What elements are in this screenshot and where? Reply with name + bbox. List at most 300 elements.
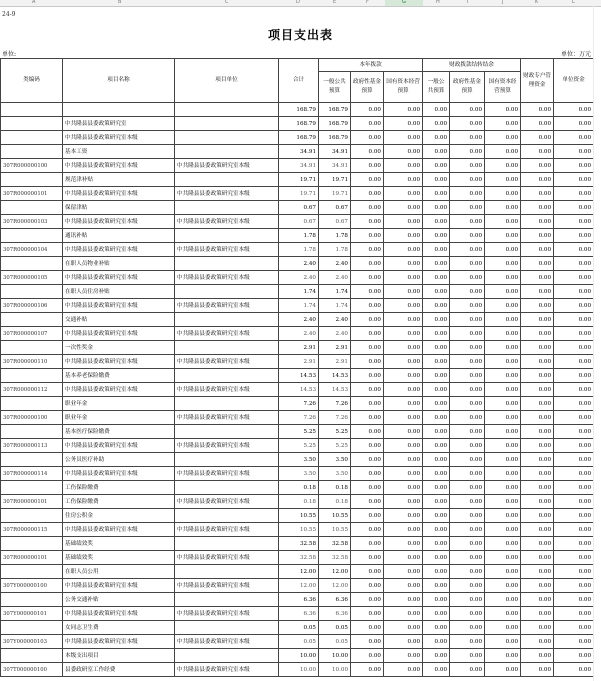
cell-amount[interactable]: 0.00 xyxy=(521,187,554,201)
cell-project-name[interactable]: 中共隆县县委政策研究室本级 xyxy=(63,439,175,453)
cell-project-name[interactable]: 中共隆县县委政策研究室本级 xyxy=(63,579,175,593)
cell-project-name[interactable]: 女同志卫生费 xyxy=(63,621,175,635)
cell-amount[interactable]: 0.00 xyxy=(384,271,423,285)
cell-amount[interactable]: 0.00 xyxy=(485,467,521,481)
cell-project-name[interactable]: 中共隆县县委政策研究室本级 xyxy=(63,327,175,341)
table-row[interactable] xyxy=(1,495,594,509)
cell-amount[interactable]: 0.00 xyxy=(485,271,521,285)
cell-project-name[interactable]: 基础绩效奖 xyxy=(63,551,175,565)
cell-project-name[interactable]: 住房公积金 xyxy=(63,509,175,523)
cell-project-unit[interactable] xyxy=(175,131,279,145)
cell-amount[interactable]: 0.00 xyxy=(351,467,384,481)
column-letter[interactable]: D xyxy=(296,0,300,5)
cell-amount[interactable]: 0.00 xyxy=(423,341,450,355)
cell-amount[interactable]: 168.79 xyxy=(279,117,319,131)
table-row[interactable] xyxy=(1,537,594,551)
cell-project-name[interactable]: 保留津贴 xyxy=(63,201,175,215)
cell-amount[interactable]: 14.53 xyxy=(279,383,319,397)
cell-amount[interactable]: 0.00 xyxy=(351,607,384,621)
cell-amount[interactable]: 0.00 xyxy=(485,551,521,565)
cell-amount[interactable]: 0.00 xyxy=(351,341,384,355)
cell-project-name[interactable]: 通讯补贴 xyxy=(63,229,175,243)
cell-amount[interactable]: 0.00 xyxy=(351,383,384,397)
cell-amount[interactable]: 2.40 xyxy=(319,271,351,285)
cell-amount[interactable]: 0.00 xyxy=(423,215,450,229)
cell-code[interactable] xyxy=(1,285,63,299)
cell-code[interactable] xyxy=(1,509,63,523)
cell-amount[interactable]: 0.00 xyxy=(554,271,594,285)
cell-amount[interactable]: 0.00 xyxy=(485,285,521,299)
cell-amount[interactable]: 0.00 xyxy=(521,607,554,621)
cell-amount[interactable]: 0.00 xyxy=(450,313,485,327)
cell-project-unit[interactable] xyxy=(175,201,279,215)
table-row[interactable] xyxy=(1,593,594,607)
table-row[interactable] xyxy=(1,439,594,453)
cell-amount[interactable]: 0.00 xyxy=(423,649,450,663)
cell-amount[interactable]: 0.00 xyxy=(450,565,485,579)
cell-project-name[interactable]: 中共隆县县委政策研究室本级 xyxy=(63,215,175,229)
cell-project-unit[interactable] xyxy=(175,509,279,523)
cell-amount[interactable]: 0.00 xyxy=(485,341,521,355)
column-letter[interactable]: F xyxy=(366,0,369,5)
table-row[interactable] xyxy=(1,159,594,173)
cell-amount[interactable]: 10.00 xyxy=(279,649,319,663)
cell-amount[interactable]: 0.05 xyxy=(319,635,351,649)
cell-amount[interactable]: 0.00 xyxy=(450,201,485,215)
cell-amount[interactable]: 0.00 xyxy=(554,215,594,229)
cell-amount[interactable]: 0.00 xyxy=(521,327,554,341)
cell-amount[interactable]: 5.25 xyxy=(279,439,319,453)
cell-amount[interactable]: 0.00 xyxy=(521,453,554,467)
cell-amount[interactable]: 0.00 xyxy=(384,313,423,327)
cell-project-name[interactable]: 职业年金 xyxy=(63,411,175,425)
cell-amount[interactable]: 10.55 xyxy=(279,509,319,523)
cell-amount[interactable]: 0.00 xyxy=(521,593,554,607)
cell-amount[interactable]: 0.67 xyxy=(319,215,351,229)
table-row[interactable] xyxy=(1,649,594,663)
cell-amount[interactable]: 0.00 xyxy=(450,509,485,523)
table-row[interactable] xyxy=(1,229,594,243)
cell-code[interactable] xyxy=(1,313,63,327)
cell-amount[interactable]: 0.00 xyxy=(521,271,554,285)
cell-amount[interactable]: 0.00 xyxy=(554,453,594,467)
cell-project-name[interactable]: 县委政研室工作经费 xyxy=(63,663,175,677)
cell-amount[interactable]: 0.00 xyxy=(351,173,384,187)
cell-amount[interactable]: 168.79 xyxy=(319,131,351,145)
cell-amount[interactable]: 14.53 xyxy=(279,369,319,383)
cell-code[interactable]: 307R000000114 xyxy=(1,467,63,481)
cell-project-unit[interactable]: 中共隆县县委政策研究室本级 xyxy=(175,607,279,621)
cell-project-name[interactable]: 中共隆县县委政策研究室本级 xyxy=(63,243,175,257)
cell-code[interactable] xyxy=(1,649,63,663)
cell-amount[interactable]: 0.00 xyxy=(423,355,450,369)
cell-amount[interactable]: 2.40 xyxy=(279,257,319,271)
cell-project-name[interactable]: 本级支出项目 xyxy=(63,649,175,663)
cell-amount[interactable]: 34.91 xyxy=(319,145,351,159)
cell-amount[interactable]: 0.00 xyxy=(450,131,485,145)
cell-amount[interactable]: 0.00 xyxy=(554,103,594,117)
cell-project-name[interactable]: 公务员医疗补助 xyxy=(63,453,175,467)
cell-amount[interactable]: 0.00 xyxy=(554,411,594,425)
cell-amount[interactable]: 0.00 xyxy=(384,663,423,677)
cell-amount[interactable]: 0.00 xyxy=(423,509,450,523)
cell-amount[interactable]: 0.00 xyxy=(423,579,450,593)
cell-amount[interactable]: 0.00 xyxy=(485,593,521,607)
cell-amount[interactable]: 0.00 xyxy=(485,299,521,313)
cell-amount[interactable]: 0.00 xyxy=(351,439,384,453)
cell-amount[interactable]: 0.00 xyxy=(554,341,594,355)
cell-code[interactable] xyxy=(1,369,63,383)
cell-amount[interactable]: 0.67 xyxy=(279,201,319,215)
table-row[interactable] xyxy=(1,453,594,467)
cell-amount[interactable]: 0.00 xyxy=(384,215,423,229)
cell-amount[interactable]: 0.00 xyxy=(554,467,594,481)
cell-amount[interactable]: 0.00 xyxy=(423,243,450,257)
cell-project-unit[interactable] xyxy=(175,621,279,635)
table-row[interactable] xyxy=(1,103,594,117)
cell-amount[interactable]: 0.00 xyxy=(450,495,485,509)
cell-amount[interactable]: 0.00 xyxy=(521,299,554,313)
cell-amount[interactable]: 0.00 xyxy=(485,425,521,439)
table-row[interactable] xyxy=(1,327,594,341)
cell-amount[interactable]: 0.00 xyxy=(521,355,554,369)
cell-amount[interactable]: 0.00 xyxy=(384,159,423,173)
table-row[interactable] xyxy=(1,509,594,523)
table-row[interactable] xyxy=(1,663,594,677)
cell-amount[interactable]: 0.00 xyxy=(521,159,554,173)
cell-amount[interactable]: 0.00 xyxy=(554,187,594,201)
cell-amount[interactable]: 0.00 xyxy=(485,397,521,411)
cell-project-name[interactable]: 公务交通补贴 xyxy=(63,593,175,607)
cell-code[interactable]: 307Y000000101 xyxy=(1,607,63,621)
cell-amount[interactable]: 0.00 xyxy=(423,593,450,607)
cell-project-name[interactable]: 中共隆县县委政策研究室本级 xyxy=(63,159,175,173)
cell-amount[interactable]: 0.00 xyxy=(384,327,423,341)
cell-amount[interactable]: 0.00 xyxy=(450,607,485,621)
cell-amount[interactable]: 0.00 xyxy=(384,187,423,201)
cell-amount[interactable]: 0.00 xyxy=(351,663,384,677)
cell-project-name[interactable]: 中共隆县县委政策研究室本级 xyxy=(63,355,175,369)
cell-amount[interactable]: 0.00 xyxy=(554,145,594,159)
cell-amount[interactable]: 0.18 xyxy=(319,481,351,495)
cell-amount[interactable]: 0.00 xyxy=(450,355,485,369)
cell-amount[interactable]: 2.40 xyxy=(319,257,351,271)
cell-amount[interactable]: 10.55 xyxy=(279,523,319,537)
cell-code[interactable] xyxy=(1,341,63,355)
cell-amount[interactable]: 0.00 xyxy=(554,229,594,243)
cell-amount[interactable]: 0.00 xyxy=(384,383,423,397)
cell-amount[interactable]: 0.00 xyxy=(521,551,554,565)
cell-amount[interactable]: 0.00 xyxy=(384,579,423,593)
cell-project-name[interactable]: 职业年金 xyxy=(63,397,175,411)
cell-amount[interactable]: 0.00 xyxy=(485,509,521,523)
cell-code[interactable]: 307R000000107 xyxy=(1,327,63,341)
cell-project-unit[interactable]: 中共隆县县委政策研究室本级 xyxy=(175,635,279,649)
cell-amount[interactable]: 0.00 xyxy=(384,425,423,439)
cell-amount[interactable]: 32.58 xyxy=(319,537,351,551)
cell-amount[interactable]: 0.00 xyxy=(384,453,423,467)
cell-project-unit[interactable]: 中共隆县县委政策研究室本级 xyxy=(175,523,279,537)
cell-amount[interactable]: 0.00 xyxy=(485,327,521,341)
cell-amount[interactable]: 0.00 xyxy=(423,453,450,467)
cell-code[interactable] xyxy=(1,229,63,243)
cell-amount[interactable]: 0.00 xyxy=(485,131,521,145)
cell-amount[interactable]: 0.00 xyxy=(423,635,450,649)
cell-code[interactable]: 307R000000100 xyxy=(1,411,63,425)
cell-amount[interactable]: 2.91 xyxy=(279,341,319,355)
cell-code[interactable] xyxy=(1,621,63,635)
cell-amount[interactable]: 0.00 xyxy=(384,299,423,313)
cell-amount[interactable]: 0.00 xyxy=(554,117,594,131)
cell-amount[interactable]: 0.00 xyxy=(554,523,594,537)
cell-amount[interactable]: 0.67 xyxy=(279,215,319,229)
cell-project-unit[interactable]: 中共隆县县委政策研究室本级 xyxy=(175,383,279,397)
cell-amount[interactable]: 0.00 xyxy=(423,537,450,551)
cell-amount[interactable]: 0.00 xyxy=(450,537,485,551)
cell-amount[interactable]: 0.00 xyxy=(351,229,384,243)
cell-amount[interactable]: 0.00 xyxy=(485,201,521,215)
cell-amount[interactable]: 0.00 xyxy=(485,663,521,677)
cell-code[interactable]: 307R000000112 xyxy=(1,383,63,397)
cell-amount[interactable]: 0.00 xyxy=(351,481,384,495)
cell-amount[interactable]: 0.00 xyxy=(485,257,521,271)
cell-amount[interactable]: 0.00 xyxy=(521,509,554,523)
cell-amount[interactable]: 0.00 xyxy=(450,173,485,187)
cell-code[interactable]: 307R000000105 xyxy=(1,271,63,285)
cell-amount[interactable]: 0.00 xyxy=(521,173,554,187)
table-row[interactable] xyxy=(1,243,594,257)
cell-amount[interactable]: 0.00 xyxy=(450,649,485,663)
cell-project-unit[interactable] xyxy=(175,425,279,439)
cell-amount[interactable]: 0.00 xyxy=(351,369,384,383)
cell-amount[interactable]: 5.25 xyxy=(279,425,319,439)
cell-amount[interactable]: 0.00 xyxy=(450,341,485,355)
cell-amount[interactable]: 0.00 xyxy=(384,551,423,565)
cell-amount[interactable]: 0.00 xyxy=(450,215,485,229)
cell-amount[interactable]: 0.00 xyxy=(554,579,594,593)
cell-amount[interactable]: 0.00 xyxy=(450,369,485,383)
cell-project-name[interactable]: 中共隆县县委政策研究室本级 xyxy=(63,299,175,313)
cell-project-name[interactable]: 规范津补贴 xyxy=(63,173,175,187)
cell-amount[interactable]: 0.00 xyxy=(485,579,521,593)
cell-amount[interactable]: 12.00 xyxy=(279,579,319,593)
cell-amount[interactable]: 10.55 xyxy=(319,523,351,537)
cell-amount[interactable]: 0.00 xyxy=(450,523,485,537)
cell-amount[interactable]: 0.00 xyxy=(450,635,485,649)
cell-amount[interactable]: 0.00 xyxy=(485,187,521,201)
cell-amount[interactable]: 6.36 xyxy=(279,607,319,621)
cell-amount[interactable]: 0.00 xyxy=(554,425,594,439)
cell-amount[interactable]: 0.00 xyxy=(521,103,554,117)
cell-amount[interactable]: 0.00 xyxy=(384,341,423,355)
cell-amount[interactable]: 0.00 xyxy=(384,649,423,663)
cell-project-unit[interactable]: 中共隆县县委政策研究室本级 xyxy=(175,243,279,257)
cell-code[interactable] xyxy=(1,131,63,145)
cell-project-name[interactable]: 中共隆县县委政策研究室本级 xyxy=(63,271,175,285)
cell-amount[interactable]: 0.00 xyxy=(521,537,554,551)
cell-project-name[interactable]: 中共隆县县委政策研究室 xyxy=(63,117,175,131)
cell-amount[interactable]: 2.40 xyxy=(279,327,319,341)
cell-amount[interactable]: 0.18 xyxy=(319,495,351,509)
cell-amount[interactable]: 0.00 xyxy=(521,229,554,243)
cell-amount[interactable]: 0.00 xyxy=(351,635,384,649)
cell-code[interactable]: 307T000000100 xyxy=(1,663,63,677)
cell-amount[interactable]: 0.18 xyxy=(279,495,319,509)
cell-project-unit[interactable] xyxy=(175,341,279,355)
cell-code[interactable] xyxy=(1,103,63,117)
cell-project-unit[interactable]: 中共隆县县委政策研究室本级 xyxy=(175,271,279,285)
cell-amount[interactable]: 0.00 xyxy=(351,411,384,425)
cell-code[interactable] xyxy=(1,481,63,495)
cell-amount[interactable]: 0.00 xyxy=(384,369,423,383)
cell-amount[interactable]: 0.00 xyxy=(554,509,594,523)
cell-amount[interactable]: 0.00 xyxy=(554,635,594,649)
cell-amount[interactable]: 10.00 xyxy=(279,663,319,677)
cell-code[interactable] xyxy=(1,425,63,439)
cell-amount[interactable]: 0.18 xyxy=(279,481,319,495)
cell-amount[interactable]: 10.00 xyxy=(319,663,351,677)
cell-project-unit[interactable]: 中共隆县县委政策研究室本级 xyxy=(175,299,279,313)
cell-amount[interactable]: 1.78 xyxy=(279,229,319,243)
cell-amount[interactable]: 0.00 xyxy=(450,621,485,635)
cell-amount[interactable]: 0.00 xyxy=(351,271,384,285)
cell-code[interactable]: 307R000000110 xyxy=(1,355,63,369)
cell-amount[interactable]: 34.91 xyxy=(319,159,351,173)
cell-amount[interactable]: 0.00 xyxy=(554,327,594,341)
cell-project-unit[interactable]: 中共隆县县委政策研究室本级 xyxy=(175,411,279,425)
column-letter[interactable]: B xyxy=(118,0,122,5)
cell-amount[interactable]: 0.00 xyxy=(351,299,384,313)
cell-amount[interactable]: 0.00 xyxy=(485,383,521,397)
cell-project-unit[interactable] xyxy=(175,285,279,299)
cell-amount[interactable]: 0.00 xyxy=(384,131,423,145)
cell-amount[interactable]: 0.00 xyxy=(384,537,423,551)
cell-amount[interactable]: 0.00 xyxy=(450,257,485,271)
cell-amount[interactable]: 34.91 xyxy=(279,159,319,173)
cell-project-name[interactable]: 中共隆县县委政策研究室本级 xyxy=(63,467,175,481)
cell-project-unit[interactable]: 中共隆县县委政策研究室本级 xyxy=(175,495,279,509)
cell-amount[interactable]: 0.00 xyxy=(423,145,450,159)
cell-project-name[interactable]: 中共隆县县委政策研究室本级 xyxy=(63,383,175,397)
cell-amount[interactable]: 0.00 xyxy=(521,425,554,439)
cell-project-unit[interactable]: 中共隆县县委政策研究室本级 xyxy=(175,579,279,593)
cell-amount[interactable]: 14.53 xyxy=(319,369,351,383)
cell-amount[interactable]: 0.00 xyxy=(450,383,485,397)
cell-amount[interactable]: 10.00 xyxy=(319,649,351,663)
table-row[interactable] xyxy=(1,607,594,621)
cell-amount[interactable]: 0.00 xyxy=(351,313,384,327)
cell-amount[interactable]: 0.00 xyxy=(521,495,554,509)
cell-code[interactable]: 307R000000113 xyxy=(1,439,63,453)
cell-amount[interactable]: 6.36 xyxy=(319,593,351,607)
cell-amount[interactable]: 0.00 xyxy=(485,215,521,229)
table-row[interactable] xyxy=(1,369,594,383)
cell-amount[interactable]: 3.50 xyxy=(319,467,351,481)
table-row[interactable] xyxy=(1,285,594,299)
cell-amount[interactable]: 0.00 xyxy=(351,565,384,579)
table-row[interactable] xyxy=(1,173,594,187)
table-row[interactable] xyxy=(1,397,594,411)
cell-project-name[interactable]: 中共隆县县委政策研究室本级 xyxy=(63,635,175,649)
cell-project-unit[interactable]: 中共隆县县委政策研究室本级 xyxy=(175,355,279,369)
cell-amount[interactable]: 7.26 xyxy=(319,411,351,425)
cell-amount[interactable]: 0.00 xyxy=(554,649,594,663)
cell-project-unit[interactable] xyxy=(175,649,279,663)
cell-amount[interactable]: 0.00 xyxy=(485,607,521,621)
cell-amount[interactable]: 14.53 xyxy=(319,383,351,397)
cell-code[interactable] xyxy=(1,201,63,215)
cell-amount[interactable]: 0.00 xyxy=(384,397,423,411)
cell-project-name[interactable]: 中共隆县县委政策研究室本级 xyxy=(63,607,175,621)
cell-project-name[interactable]: 工伤保险缴费 xyxy=(63,481,175,495)
cell-amount[interactable]: 0.00 xyxy=(423,425,450,439)
cell-code[interactable]: 307R000000104 xyxy=(1,243,63,257)
cell-amount[interactable]: 19.71 xyxy=(279,173,319,187)
cell-project-name[interactable]: 中共隆县县委政策研究室本级 xyxy=(63,131,175,145)
cell-amount[interactable]: 0.00 xyxy=(521,117,554,131)
cell-amount[interactable]: 0.00 xyxy=(485,117,521,131)
table-row[interactable] xyxy=(1,635,594,649)
cell-code[interactable] xyxy=(1,397,63,411)
cell-amount[interactable]: 0.00 xyxy=(521,145,554,159)
cell-amount[interactable]: 0.00 xyxy=(485,481,521,495)
cell-amount[interactable]: 0.00 xyxy=(485,369,521,383)
cell-amount[interactable]: 0.00 xyxy=(450,271,485,285)
cell-project-name[interactable]: 中共隆县县委政策研究室本级 xyxy=(63,187,175,201)
cell-amount[interactable]: 0.00 xyxy=(384,565,423,579)
cell-amount[interactable]: 0.00 xyxy=(351,551,384,565)
column-letter[interactable]: A xyxy=(32,0,36,5)
table-row[interactable] xyxy=(1,145,594,159)
cell-amount[interactable]: 0.00 xyxy=(450,159,485,173)
cell-amount[interactable]: 0.00 xyxy=(384,229,423,243)
table-row[interactable] xyxy=(1,117,594,131)
cell-amount[interactable]: 0.00 xyxy=(384,117,423,131)
cell-code[interactable]: 307R000000106 xyxy=(1,299,63,313)
cell-amount[interactable]: 0.00 xyxy=(423,299,450,313)
cell-amount[interactable]: 5.25 xyxy=(319,439,351,453)
cell-project-unit[interactable] xyxy=(175,103,279,117)
cell-amount[interactable]: 32.58 xyxy=(279,537,319,551)
cell-project-unit[interactable] xyxy=(175,313,279,327)
cell-amount[interactable]: 0.00 xyxy=(384,481,423,495)
cell-amount[interactable]: 0.00 xyxy=(554,621,594,635)
cell-amount[interactable]: 0.00 xyxy=(351,397,384,411)
cell-amount[interactable]: 0.00 xyxy=(554,355,594,369)
cell-amount[interactable]: 0.00 xyxy=(423,411,450,425)
table-row[interactable] xyxy=(1,201,594,215)
cell-amount[interactable]: 0.00 xyxy=(485,565,521,579)
cell-amount[interactable]: 0.00 xyxy=(450,453,485,467)
cell-amount[interactable]: 0.00 xyxy=(521,383,554,397)
cell-amount[interactable]: 0.00 xyxy=(554,607,594,621)
cell-amount[interactable]: 0.00 xyxy=(351,509,384,523)
cell-amount[interactable]: 19.71 xyxy=(279,187,319,201)
cell-code[interactable] xyxy=(1,565,63,579)
cell-project-name[interactable]: 中共隆县县委政策研究室本级 xyxy=(63,523,175,537)
cell-amount[interactable]: 0.00 xyxy=(351,495,384,509)
table-row[interactable] xyxy=(1,299,594,313)
cell-amount[interactable]: 0.00 xyxy=(423,467,450,481)
cell-amount[interactable]: 0.00 xyxy=(351,523,384,537)
cell-amount[interactable]: 0.00 xyxy=(384,103,423,117)
cell-project-name[interactable]: 基本医疗保险缴费 xyxy=(63,425,175,439)
cell-amount[interactable]: 0.00 xyxy=(351,215,384,229)
cell-amount[interactable]: 0.00 xyxy=(521,201,554,215)
cell-amount[interactable]: 0.00 xyxy=(554,285,594,299)
cell-amount[interactable]: 0.00 xyxy=(554,299,594,313)
cell-amount[interactable]: 0.00 xyxy=(450,299,485,313)
